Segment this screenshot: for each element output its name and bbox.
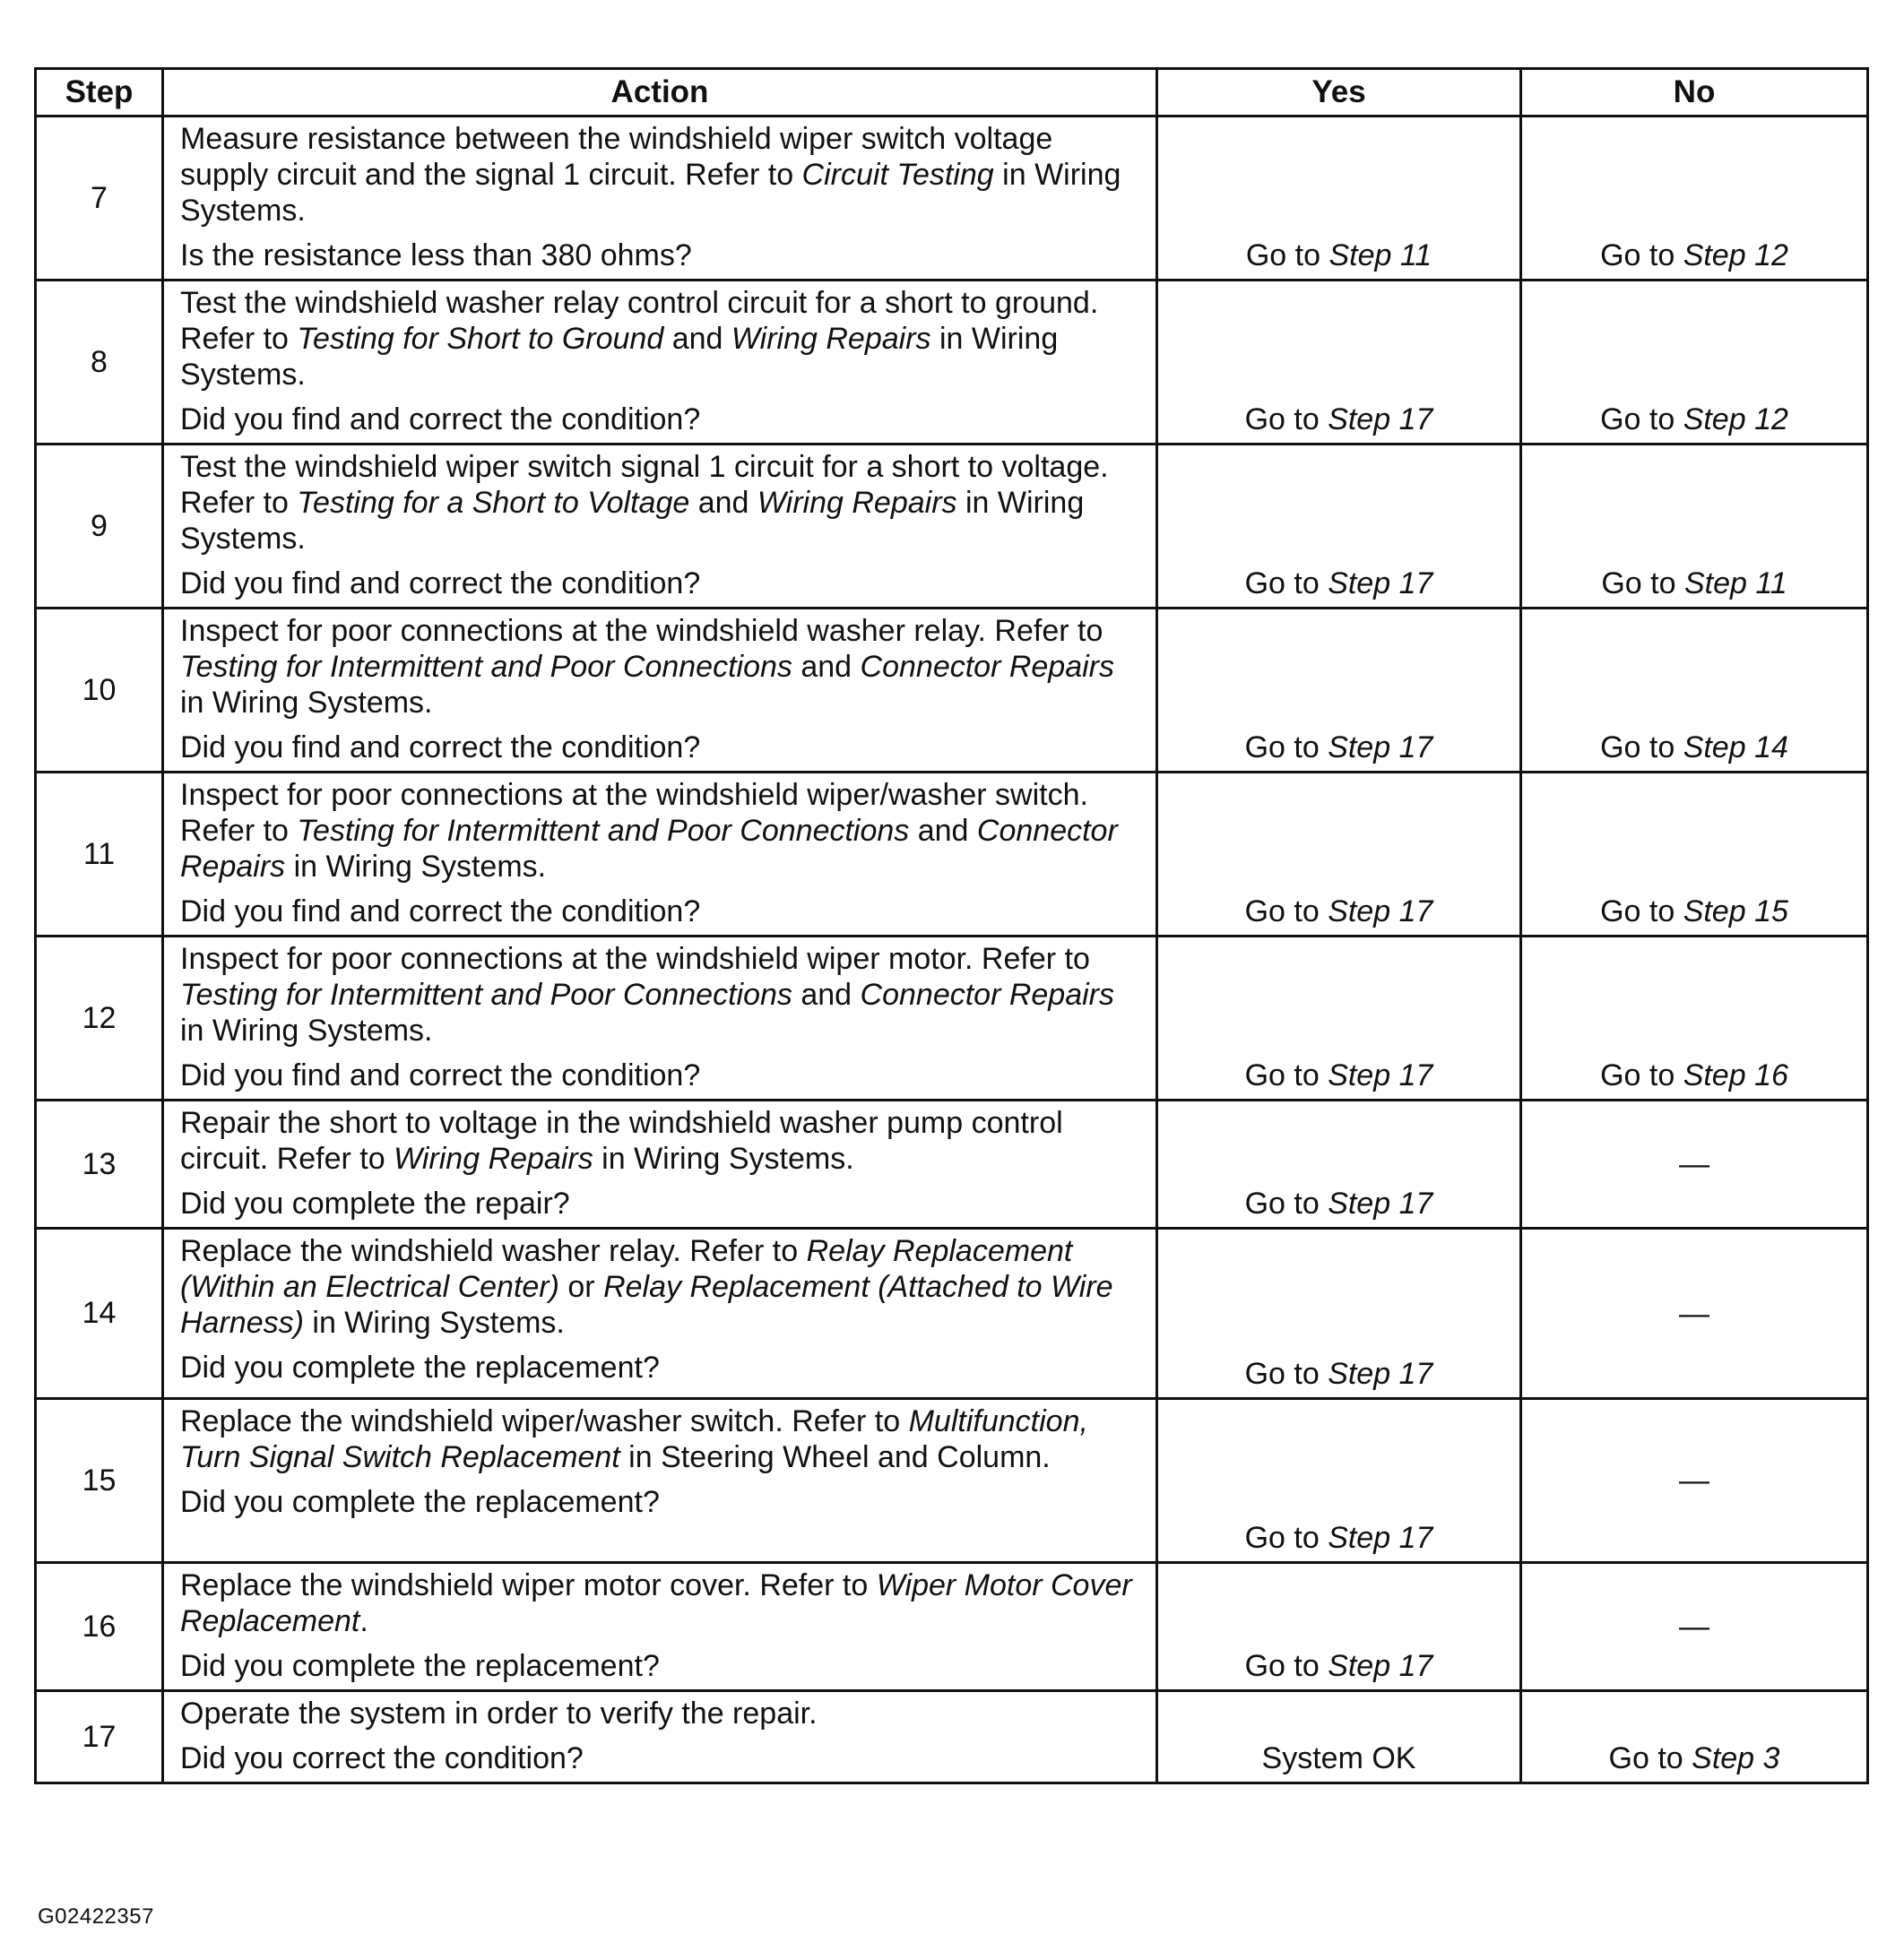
action-text: and: [909, 814, 977, 848]
yes-target: Step 17: [1328, 1058, 1433, 1092]
table-row: [36, 445, 1868, 609]
yes-lead: Go to: [1244, 1058, 1328, 1092]
reference-link-text: Connector Repairs: [180, 814, 1118, 884]
no-cell: [1521, 1399, 1868, 1563]
no-cell: [1521, 937, 1868, 1101]
step-number: 11: [36, 773, 163, 937]
reference-link-text: Connector Repairs: [860, 978, 1115, 1012]
step-number: 14: [36, 1229, 163, 1399]
header-no: No: [1521, 69, 1868, 117]
action-cell: [163, 1691, 1157, 1783]
action-description: [180, 1233, 1143, 1341]
action-text: and: [792, 978, 861, 1012]
action-question: Did you find and correct the condition?: [180, 566, 701, 600]
no-cell: [1521, 773, 1868, 937]
action-description: [180, 941, 1143, 1049]
action-cell: [163, 1563, 1157, 1691]
yes-target: Step 17: [1328, 1521, 1433, 1555]
action-question: Did you complete the replacement?: [180, 1351, 660, 1385]
header-action: Action: [163, 69, 1157, 117]
action-text: in Steering Wheel and Column.: [619, 1440, 1051, 1474]
reference-link-text: Testing for Short to Ground: [297, 322, 664, 356]
yes-target: Step 17: [1328, 566, 1433, 600]
action-cell: [163, 281, 1157, 445]
step-number: 8: [36, 281, 163, 445]
yes-lead: Go to: [1244, 1187, 1328, 1221]
action-text: or: [558, 1270, 604, 1304]
yes-cell: [1157, 1399, 1521, 1563]
action-cell: [163, 117, 1157, 281]
no-target: Step 14: [1683, 730, 1788, 764]
action-text: in Wiring Systems.: [180, 686, 433, 720]
action-cell: [163, 1229, 1157, 1399]
action-description: [180, 613, 1143, 721]
table-row: [36, 1691, 1868, 1783]
no-target: Step 3: [1692, 1741, 1780, 1775]
action-text: in Wiring Systems.: [593, 1142, 854, 1176]
yes-cell: [1157, 445, 1521, 609]
action-description: [180, 1105, 1143, 1177]
step-number: 17: [36, 1691, 163, 1783]
reference-link-text: Testing for Intermittent and Poor Connections: [180, 978, 792, 1012]
action-text: Inspect for poor connections at the windshield wiper/washer switch. Refer to: [180, 778, 1088, 848]
action-question: Did you complete the replacement?: [180, 1485, 660, 1519]
action-text: in Wiring Systems.: [303, 1306, 565, 1340]
action-text: in Wiring Systems.: [285, 850, 547, 884]
yes-target: Step 17: [1328, 402, 1433, 436]
no-cell: [1521, 1563, 1868, 1691]
reference-link-text: Wiring Repairs: [394, 1142, 593, 1176]
no-lead: Go to: [1600, 402, 1683, 436]
action-text: in Wiring Systems.: [180, 158, 1121, 228]
action-question: Did you complete the repair?: [180, 1187, 570, 1221]
action-question: Did you find and correct the condition?: [180, 1058, 701, 1092]
reference-link-text: Multifunction, Turn Signal Switch Replacement: [180, 1404, 1088, 1474]
yes-target: Step 17: [1328, 1649, 1433, 1683]
table-row: [36, 1101, 1868, 1229]
step-number: 15: [36, 1399, 163, 1563]
yes-lead: Go to: [1244, 402, 1328, 436]
yes-target: Step 17: [1328, 1187, 1433, 1221]
reference-link-text: Testing for Intermittent and Poor Connections: [297, 814, 910, 848]
yes-cell: [1157, 937, 1521, 1101]
yes-lead: Go to: [1244, 1521, 1328, 1555]
no-cell: [1521, 1101, 1868, 1229]
no-target: Step 11: [1683, 566, 1787, 600]
table-row: [36, 1563, 1868, 1691]
no-lead: Go to: [1600, 730, 1683, 764]
yes-lead: System OK: [1261, 1741, 1416, 1775]
reference-link-text: Relay Replacement (Attached to Wire Harness): [180, 1270, 1113, 1340]
header-yes: Yes: [1157, 69, 1521, 117]
action-cell: [163, 609, 1157, 773]
action-question: Did you find and correct the condition?: [180, 402, 701, 436]
figure-code: G02422357: [38, 1904, 154, 1929]
reference-link-text: Relay Replacement (Within an Electrical Center): [180, 1234, 1073, 1304]
table-row: [36, 773, 1868, 937]
step-number: 10: [36, 609, 163, 773]
action-description: [180, 777, 1143, 885]
action-text: Operate the system in order to verify the repair.: [180, 1697, 818, 1731]
table-row: [36, 609, 1868, 773]
no-cell: [1521, 281, 1868, 445]
no-lead: Go to: [1600, 238, 1683, 272]
action-cell: [163, 445, 1157, 609]
table-row: [36, 1229, 1868, 1399]
action-text: Inspect for poor connections at the windshield wiper motor. Refer to: [180, 942, 1090, 976]
action-text: Measure resistance between the windshield wiper switch voltage supply circuit and the signal 1 circuit. Refer to: [180, 122, 1053, 192]
yes-lead: Go to: [1244, 1357, 1328, 1391]
action-cell: [163, 773, 1157, 937]
action-text: and: [663, 322, 731, 356]
no-target: Step 15: [1683, 894, 1788, 928]
reference-link-text: Testing for Intermittent and Poor Connections: [180, 650, 792, 684]
yes-target: Step 11: [1328, 238, 1432, 272]
action-cell: [163, 1101, 1157, 1229]
yes-cell: [1157, 609, 1521, 773]
action-description: [180, 285, 1143, 393]
no-target: Step 12: [1683, 238, 1788, 272]
step-number: 12: [36, 937, 163, 1101]
yes-cell: [1157, 117, 1521, 281]
action-cell: [163, 1399, 1157, 1563]
action-description: [180, 1696, 1143, 1731]
action-text: in Wiring Systems.: [180, 486, 1085, 556]
yes-target: Step 17: [1328, 730, 1433, 764]
action-text: and: [792, 650, 861, 684]
step-number: 7: [36, 117, 163, 281]
diagnostic-table-sheet: [34, 67, 1866, 1929]
table-row: [36, 117, 1868, 281]
no-lead: Go to: [1601, 566, 1684, 600]
no-lead: —: [1679, 1463, 1709, 1498]
action-description: [180, 1567, 1143, 1639]
yes-lead: Go to: [1244, 566, 1328, 600]
no-lead: Go to: [1600, 894, 1683, 928]
action-text: .: [359, 1604, 368, 1638]
yes-target: Step 17: [1328, 894, 1433, 928]
yes-lead: Go to: [1244, 1649, 1328, 1683]
action-text: and: [689, 486, 757, 520]
step-number: 16: [36, 1563, 163, 1691]
no-cell: [1521, 1691, 1868, 1783]
no-lead: —: [1679, 1610, 1709, 1644]
diagnostic-table: [34, 67, 1869, 1784]
header-step: Step: [36, 69, 163, 117]
action-text: Repair the short to voltage in the windshield washer pump control circuit. Refer to: [180, 1106, 1063, 1176]
action-question: Did you complete the replacement?: [180, 1649, 660, 1683]
yes-target: Step 17: [1328, 1357, 1433, 1391]
no-cell: [1521, 609, 1868, 773]
yes-cell: [1157, 1563, 1521, 1691]
no-target: Step 16: [1683, 1058, 1788, 1092]
yes-cell: [1157, 1691, 1521, 1783]
table-body: [36, 117, 1868, 1783]
reference-link-text: Testing for a Short to Voltage: [297, 486, 690, 520]
no-lead: —: [1679, 1296, 1709, 1331]
yes-cell: [1157, 281, 1521, 445]
step-number: 9: [36, 445, 163, 609]
yes-cell: [1157, 773, 1521, 937]
reference-link-text: Connector Repairs: [860, 650, 1115, 684]
no-cell: [1521, 445, 1868, 609]
yes-cell: [1157, 1101, 1521, 1229]
reference-link-text: Wiring Repairs: [731, 322, 931, 356]
action-text: in Wiring Systems.: [180, 1014, 433, 1048]
yes-lead: Go to: [1245, 238, 1329, 272]
reference-link-text: Circuit Testing: [801, 158, 994, 192]
action-question: Is the resistance less than 380 ohms?: [180, 238, 692, 272]
action-description: [180, 449, 1143, 557]
table-row: [36, 1399, 1868, 1563]
table-row: [36, 281, 1868, 445]
action-text: Test the windshield washer relay control circuit for a short to ground. Refer to: [180, 286, 1099, 356]
action-description: [180, 121, 1143, 229]
no-lead: Go to: [1600, 1058, 1683, 1092]
action-text: Replace the windshield wiper motor cover. Refer to: [180, 1568, 877, 1602]
action-text: in Wiring Systems.: [180, 322, 1059, 392]
no-target: Step 12: [1683, 402, 1788, 436]
table-header-row: [36, 69, 1868, 117]
action-question: Did you correct the condition?: [180, 1741, 584, 1775]
reference-link-text: Wiring Repairs: [757, 486, 957, 520]
no-lead: —: [1679, 1147, 1709, 1181]
yes-lead: Go to: [1244, 730, 1328, 764]
action-cell: [163, 937, 1157, 1101]
yes-cell: [1157, 1229, 1521, 1399]
action-text: Replace the windshield washer relay. Refer to: [180, 1234, 807, 1268]
action-text: Inspect for poor connections at the windshield washer relay. Refer to: [180, 614, 1103, 648]
table-row: [36, 937, 1868, 1101]
action-description: [180, 1403, 1143, 1475]
no-cell: [1521, 117, 1868, 281]
action-text: Replace the windshield wiper/washer switch. Refer to: [180, 1404, 909, 1438]
no-lead: Go to: [1608, 1741, 1692, 1775]
action-text: Test the windshield wiper switch signal 1 circuit for a short to voltage. Refer to: [180, 450, 1109, 520]
action-question: Did you find and correct the condition?: [180, 730, 701, 764]
reference-link-text: Wiper Motor Cover Replacement: [180, 1568, 1132, 1638]
action-question: Did you find and correct the condition?: [180, 894, 701, 928]
yes-lead: Go to: [1244, 894, 1328, 928]
no-cell: [1521, 1229, 1868, 1399]
step-number: 13: [36, 1101, 163, 1229]
